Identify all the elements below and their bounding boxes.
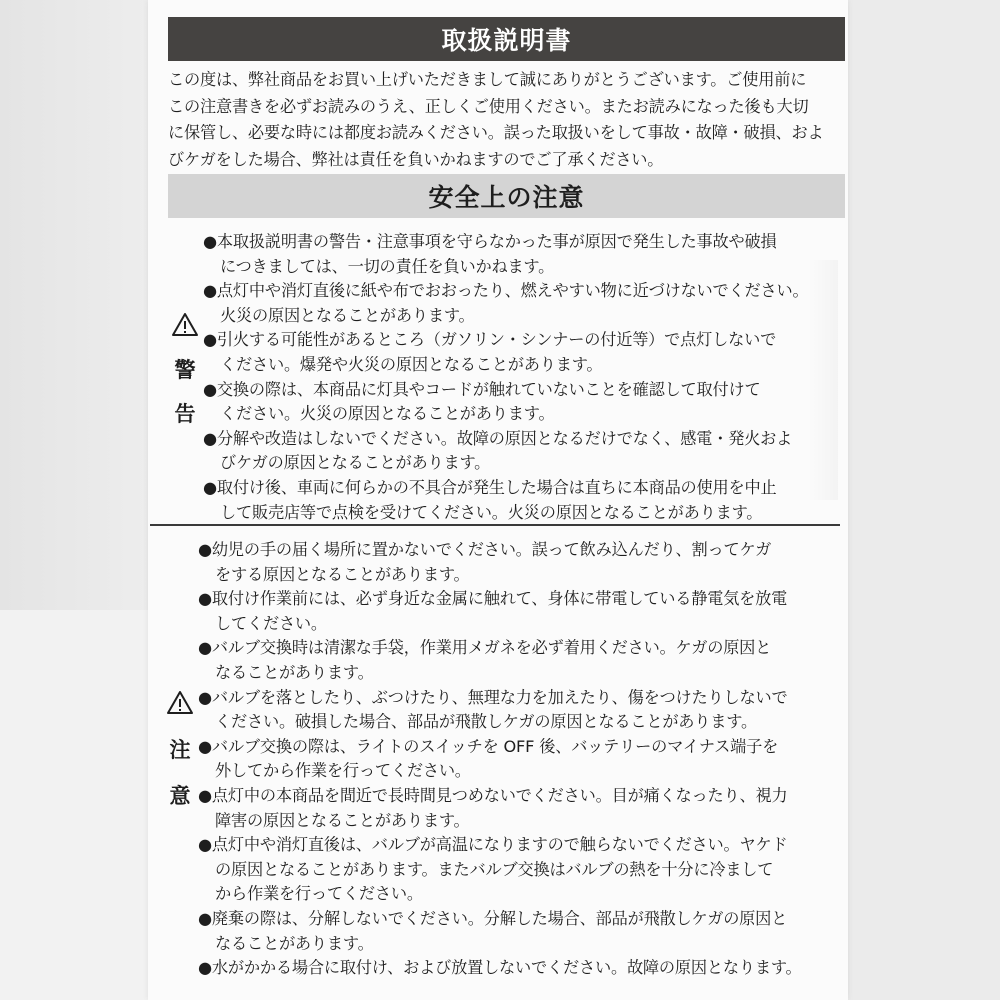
list-item <box>198 735 802 784</box>
list-item-line-first: ●交換の際は、本商品に灯具やコードが触れていないことを確認して取付けて <box>203 379 761 399</box>
intro-paragraph <box>168 67 848 173</box>
list-item-line-first: ●取付け作業前には、必ず身近な金属に触れて、身体に帯電している静電気を放電 <box>198 589 788 609</box>
intro-line: に保管し、必要な時には都度お読みください。誤った取扱いをして事故・故障・破損、およ <box>168 123 824 142</box>
list-item <box>203 328 808 377</box>
list-item-line: 火災の原因となることがあります。 <box>220 305 475 325</box>
list-item <box>203 378 808 427</box>
list-item-line: びケガの原因となることがあります。 <box>220 453 491 473</box>
background-flap <box>0 610 148 1000</box>
list-item <box>198 538 802 587</box>
background-left <box>0 0 148 1000</box>
list-item-line: ください。火災の原因となることがあります。 <box>220 404 555 424</box>
list-item <box>198 833 802 907</box>
list-item-line-first: ●バルブ交換時は清潔な手袋，作業用メガネを必ず着用ください。ケガの原因と <box>198 638 772 658</box>
list-item <box>203 476 808 525</box>
list-item-line-first: ●廃棄の際は、分解しないでください。分解した場合、部品が飛散しケガの原因と <box>198 908 788 928</box>
list-item <box>198 956 802 981</box>
list-item-line-first: ●取付け後、車両に何らかの不具合が発生した場合は直ちに本商品の使用を中止 <box>203 477 777 497</box>
list-item-line: 障害の原因となることがあります。 <box>215 810 470 830</box>
list-item <box>198 784 802 833</box>
list-item-line-first: ●引火する可能性があるところ（ガソリン・シンナーの付近等）で点灯しないで <box>203 330 777 350</box>
list-item-line: して販売店等で点検を受けてください。火災の原因となることがあります。 <box>220 502 763 522</box>
list-item-line-first: ●点灯中や消灯直後は、バルブが高温になりますので触らないでください。ヤケド <box>198 835 788 855</box>
list-item-line: ください。破損した場合、部品が飛散しケガの原因となることがあります。 <box>215 712 757 732</box>
list-item <box>198 686 802 735</box>
list-item-line-first: ●本取扱説明書の警告・注意事項を守らなかった事が原因で発生した事故や破損 <box>203 232 777 251</box>
list-item-line-first: ●点灯中の本商品を間近で長時間見つめないでください。目が痛くなったり、視力 <box>198 785 788 805</box>
list-item-line: してください。 <box>215 613 327 633</box>
warning-items <box>203 230 809 525</box>
list-item-line: につきましては、一切の責任を負いかねます。 <box>220 256 555 276</box>
list-item <box>198 636 802 685</box>
intro-line: この注意書きを必ずお読みのうえ、正しくご使用ください。またお読みになった後も大切 <box>168 96 809 116</box>
manual-title: 取扱説明書 <box>441 26 572 55</box>
intro-line: この度は、弊社商品をお買い上げいただきまして誠にありがとうございます。ご使用前に <box>168 70 807 89</box>
fold-shadow <box>808 260 838 500</box>
list-item-line: から作業を行ってください。 <box>215 884 423 904</box>
list-item <box>203 230 808 279</box>
list-item-line-first: ●バルブ交換の際は、ライトのスイッチを OFF 後、バッテリーのマイナス端子を <box>198 736 779 756</box>
list-item-line-first: ●点灯中や消灯直後に紙や布でおおったり、燃えやすい物に近づけないでください。 <box>203 281 809 301</box>
manual-title-banner <box>168 17 845 61</box>
list-item-line-first: ●分解や改造はしないでください。故障の原因となるだけでなく、感電・発火およ <box>203 428 793 448</box>
safety-title-banner <box>168 174 845 218</box>
list-item-line: の原因となることがあります。またバルブ交換はバルブの熱を十分に冷まして <box>215 859 774 879</box>
caution-items <box>198 538 802 981</box>
list-item-line: 外してから作業を行ってください。 <box>215 761 471 781</box>
list-item-line: なることがあります。 <box>215 933 374 953</box>
caution-label-char: 意 <box>169 784 191 808</box>
list-item <box>198 907 802 956</box>
list-item-line-first: ●バルブを落としたり、ぶつけたり、無理な力を加えたり、傷をつけたりしないで <box>198 687 788 707</box>
warning-label <box>165 312 205 427</box>
list-item-line-first: ●水がかかる場合に取付け、および放置しないでください。故障の原因となります。 <box>198 958 802 978</box>
list-item-line: なることがあります。 <box>215 662 374 682</box>
list-item-line: ください。爆発や火災の原因となることがあります。 <box>220 354 603 374</box>
caution-label-char: 注 <box>169 738 191 762</box>
warning-label-char: 告 <box>174 402 196 426</box>
list-item <box>203 279 809 328</box>
section-divider <box>150 524 840 526</box>
list-item <box>203 427 808 476</box>
safety-title: 安全上の注意 <box>428 183 585 212</box>
caution-label <box>160 690 200 809</box>
list-item-line-first: ●幼児の手の届く場所に置かないでください。誤って飲み込んだり、割ってケガ <box>198 540 772 559</box>
intro-line: びケガをした場合、弊社は責任を負いかねますのでご了承ください。 <box>168 149 664 169</box>
warning-triangle-icon <box>171 312 199 337</box>
warning-triangle-icon <box>166 690 194 715</box>
list-item-line: をする原因となることがあります。 <box>215 564 470 584</box>
list-item <box>198 587 802 636</box>
warning-label-char: 警 <box>174 358 196 382</box>
